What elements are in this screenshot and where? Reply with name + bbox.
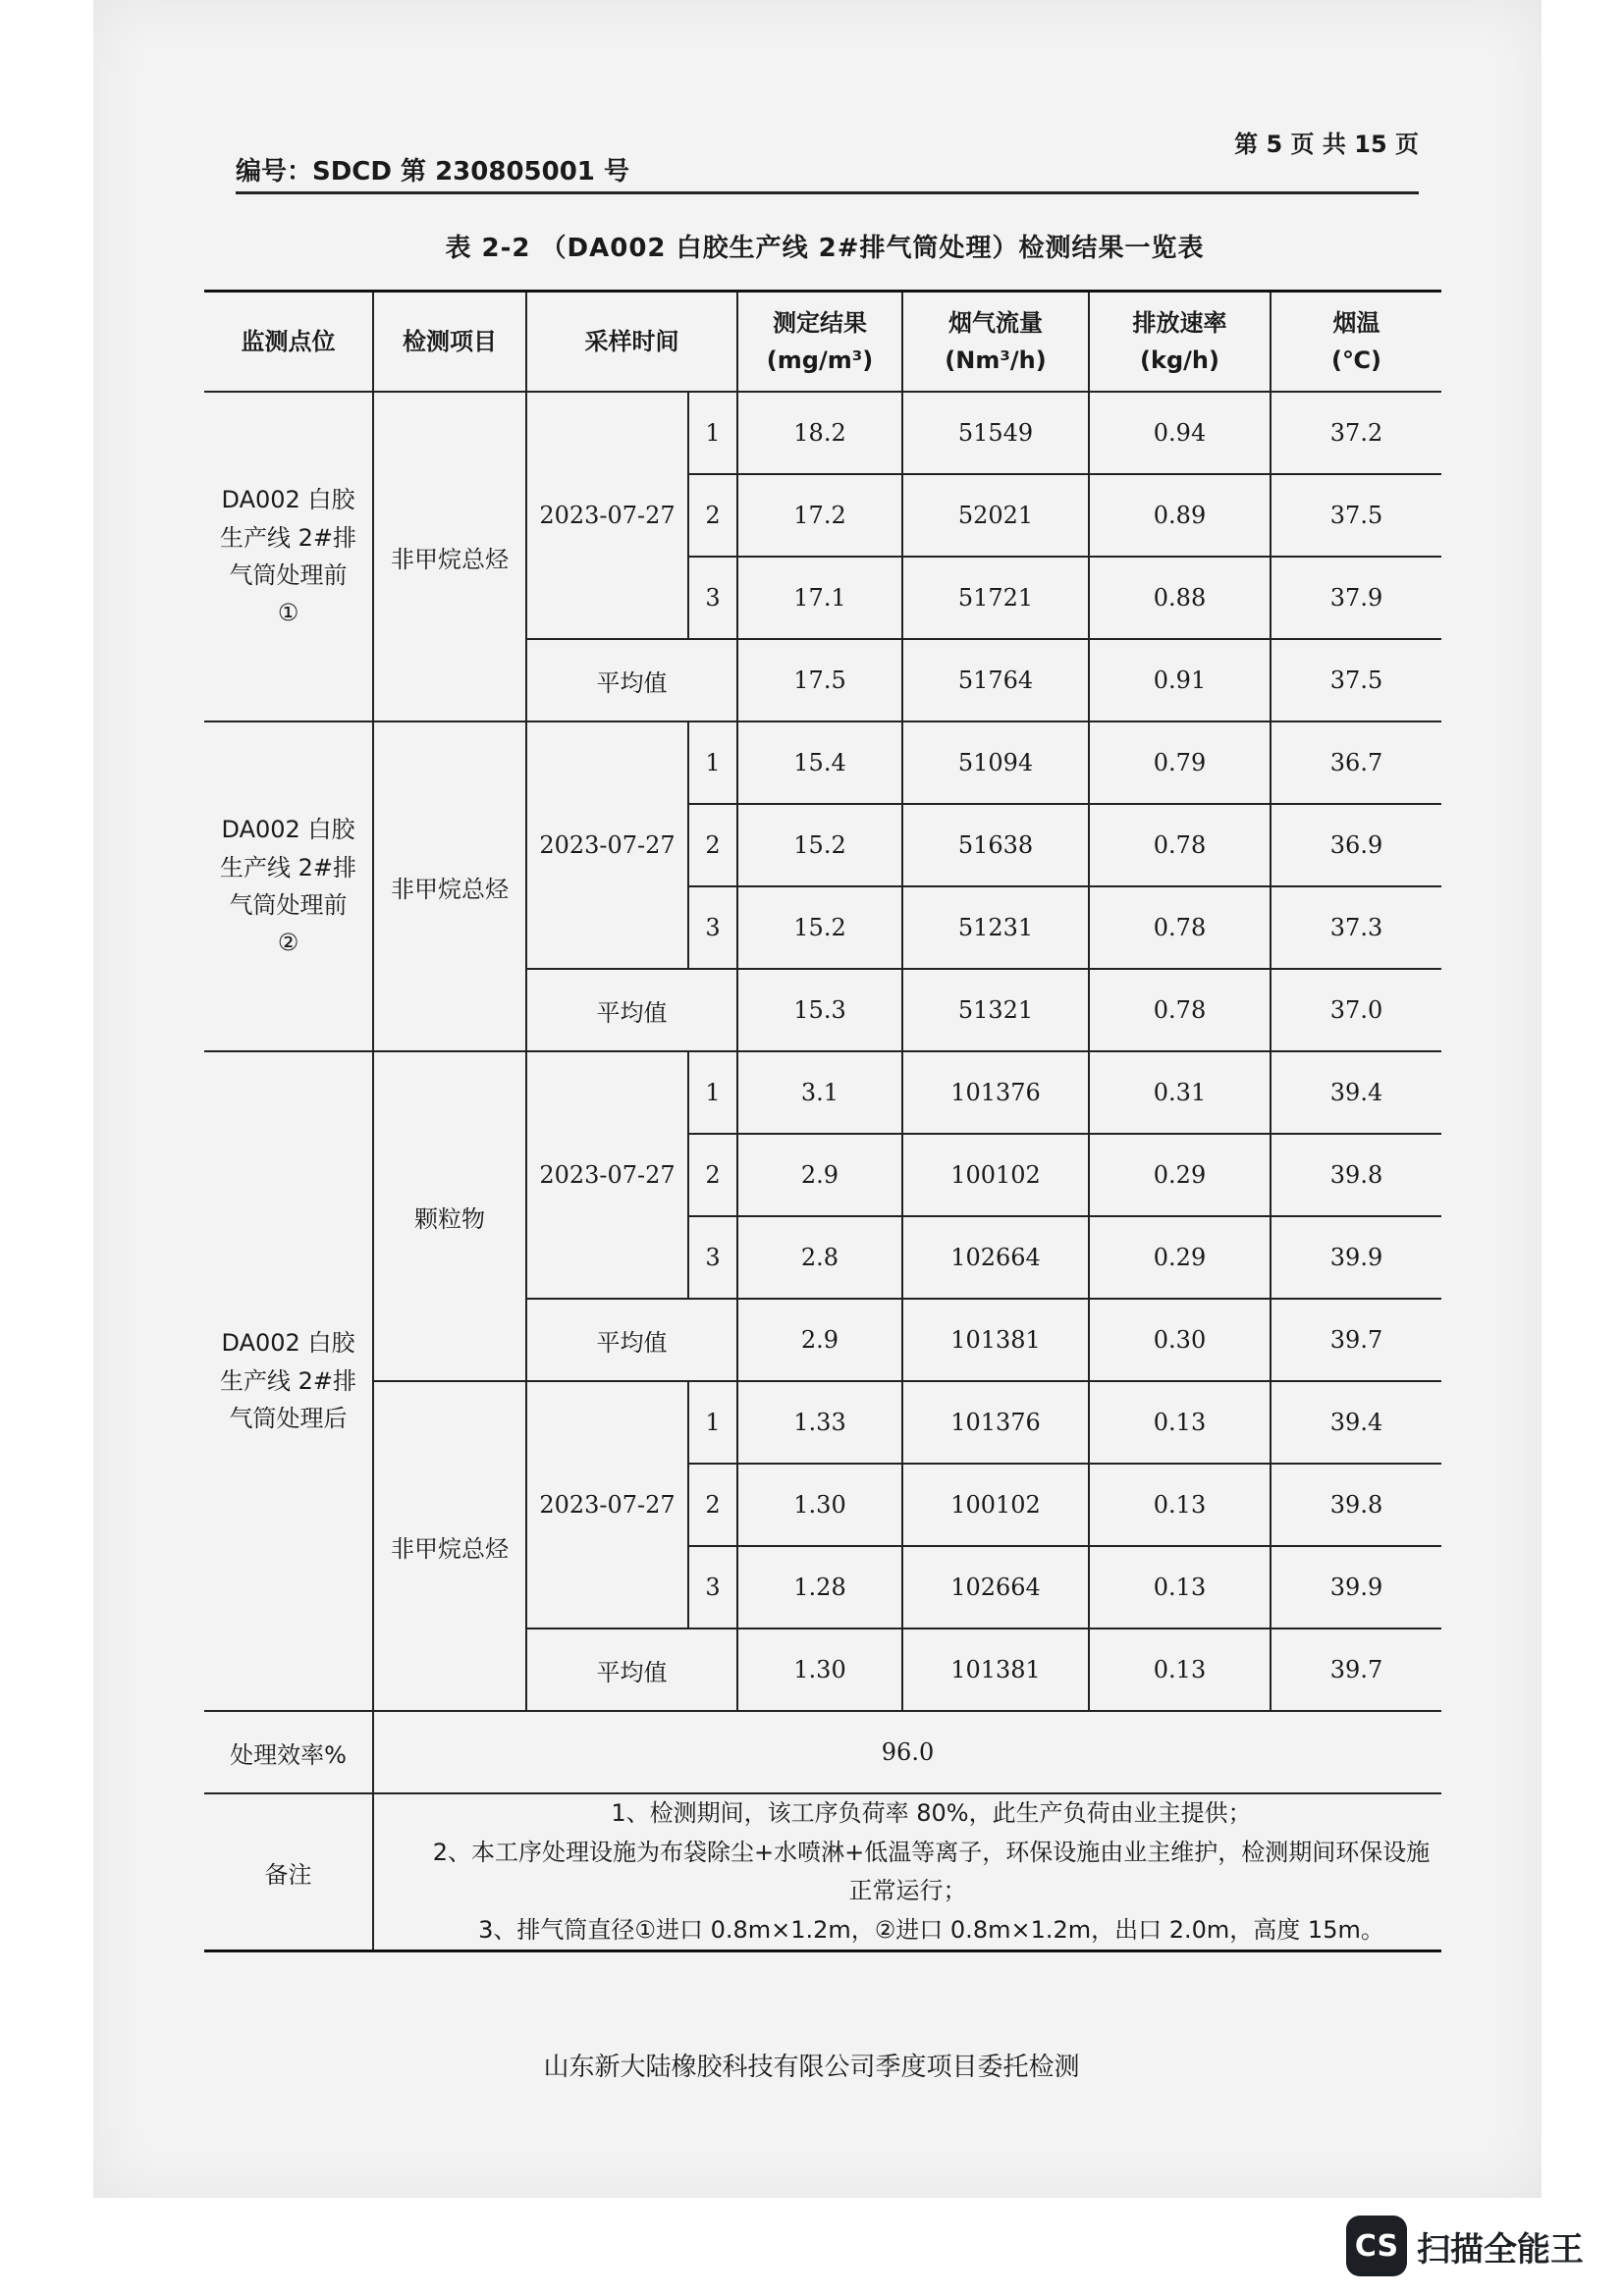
rate-cell: 0.29 (1089, 1216, 1271, 1299)
site-cell: DA002 白胶 生产线 2#排 气筒处理前 ① (204, 392, 373, 721)
rate-cell: 0.91 (1089, 639, 1271, 721)
temp-cell: 37.5 (1271, 639, 1441, 721)
temp-cell: 39.8 (1271, 1464, 1441, 1546)
rate-cell: 0.89 (1089, 474, 1271, 557)
rate-cell: 0.13 (1089, 1381, 1271, 1464)
rate-cell: 0.13 (1089, 1464, 1271, 1546)
result-cell: 18.2 (737, 392, 902, 474)
flow-cell: 51094 (902, 721, 1089, 804)
temp-cell: 39.7 (1271, 1299, 1441, 1381)
rate-cell: 0.13 (1089, 1546, 1271, 1629)
col-header-rate: 排放速率 (kg/h) (1089, 292, 1271, 393)
rate-cell: 0.29 (1089, 1134, 1271, 1216)
result-cell: 17.2 (737, 474, 902, 557)
col-header-flow: 烟气流量 (Nm³/h) (902, 292, 1089, 393)
date-cell: 2023-07-27 (526, 721, 688, 969)
temp-cell: 37.9 (1271, 557, 1441, 639)
temp-cell: 36.9 (1271, 804, 1441, 886)
rate-cell: 0.79 (1089, 721, 1271, 804)
scanner-watermark (1346, 2216, 1584, 2276)
seq-cell: 1 (688, 721, 737, 804)
result-cell: 17.1 (737, 557, 902, 639)
average-label: 平均值 (526, 1299, 737, 1381)
flow-cell: 102664 (902, 1216, 1089, 1299)
col-header-site: 监测点位 (204, 292, 373, 393)
rate-cell: 0.13 (1089, 1629, 1271, 1711)
temp-cell: 36.7 (1271, 721, 1441, 804)
result-cell: 15.2 (737, 886, 902, 969)
seq-cell: 2 (688, 474, 737, 557)
table-row (204, 1051, 1441, 1134)
result-cell: 3.1 (737, 1051, 902, 1134)
seq-cell: 3 (688, 557, 737, 639)
result-cell: 1.28 (737, 1546, 902, 1629)
result-cell: 15.4 (737, 721, 902, 804)
seq-cell: 2 (688, 1464, 737, 1546)
temp-cell: 37.3 (1271, 886, 1441, 969)
seq-cell: 1 (688, 1051, 737, 1134)
flow-cell: 51638 (902, 804, 1089, 886)
table-row (204, 1381, 1441, 1464)
item-cell: 颗粒物 (373, 1051, 526, 1381)
temp-cell: 39.8 (1271, 1134, 1441, 1216)
temp-cell: 39.9 (1271, 1216, 1441, 1299)
page-number: 第 5 页 共 15 页 (1234, 131, 1419, 158)
date-cell: 2023-07-27 (526, 1051, 688, 1299)
table-row (204, 721, 1441, 804)
result-cell: 2.9 (737, 1134, 902, 1216)
flow-cell: 100102 (902, 1464, 1089, 1546)
date-cell: 2023-07-27 (526, 1381, 688, 1629)
remarks-body (373, 1793, 1441, 1951)
remarks-row (204, 1793, 1441, 1951)
site-cell: DA002 白胶 生产线 2#排 气筒处理前 ② (204, 721, 373, 1051)
date-cell: 2023-07-27 (526, 392, 688, 639)
result-cell: 2.8 (737, 1216, 902, 1299)
result-cell: 2.9 (737, 1299, 902, 1381)
header-row (204, 292, 1441, 393)
page-footer: 山东新大陆橡胶科技有限公司季度项目委托检测 (543, 2053, 1080, 2082)
remark-line: 1、检测期间，该工序负荷率 80%，此生产负荷由业主提供； (611, 1799, 1252, 1827)
table-title: 表 2-2 （DA002 白胶生产线 2#排气筒处理）检测结果一览表 (445, 234, 1205, 263)
flow-cell: 51721 (902, 557, 1089, 639)
temp-cell: 37.5 (1271, 474, 1441, 557)
efficiency-row (204, 1711, 1441, 1793)
rate-cell: 0.78 (1089, 804, 1271, 886)
results-table (204, 290, 1441, 1952)
remarks-label: 备注 (204, 1793, 373, 1951)
result-cell: 1.33 (737, 1381, 902, 1464)
document-number: 编号：SDCD 第 230805001 号 (236, 157, 629, 187)
rate-cell: 0.78 (1089, 969, 1271, 1051)
watermark-text: 扫描全能王 (1417, 2229, 1584, 2269)
flow-cell: 101376 (902, 1381, 1089, 1464)
result-cell: 15.3 (737, 969, 902, 1051)
flow-cell: 51764 (902, 639, 1089, 721)
seq-cell: 3 (688, 1546, 737, 1629)
temp-cell: 39.4 (1271, 1381, 1441, 1464)
col-header-time: 采样时间 (526, 292, 737, 393)
temp-cell: 39.9 (1271, 1546, 1441, 1629)
flow-cell: 52021 (902, 474, 1089, 557)
page-header (236, 123, 1419, 194)
table-row (204, 392, 1441, 474)
remark-line: 2、本工序处理设施为布袋除尘+水喷淋+低温等离子，环保设施由业主维护，检测期间环保设施正常运行； (432, 1838, 1431, 1905)
average-label: 平均值 (526, 639, 737, 721)
temp-cell: 39.4 (1271, 1051, 1441, 1134)
camscanner-logo-icon: CS (1346, 2216, 1407, 2276)
result-cell: 15.2 (737, 804, 902, 886)
temp-cell: 37.0 (1271, 969, 1441, 1051)
site-cell: DA002 白胶 生产线 2#排 气筒处理后 (204, 1051, 373, 1711)
col-header-result: 测定结果 (mg/m³) (737, 292, 902, 393)
item-cell: 非甲烷总烃 (373, 721, 526, 1051)
rate-cell: 0.88 (1089, 557, 1271, 639)
seq-cell: 2 (688, 1134, 737, 1216)
temp-cell: 37.2 (1271, 392, 1441, 474)
rate-cell: 0.78 (1089, 886, 1271, 969)
average-label: 平均值 (526, 969, 737, 1051)
efficiency-value: 96.0 (373, 1711, 1441, 1793)
seq-cell: 1 (688, 1381, 737, 1464)
rate-cell: 0.30 (1089, 1299, 1271, 1381)
flow-cell: 101381 (902, 1629, 1089, 1711)
flow-cell: 101376 (902, 1051, 1089, 1134)
rate-cell: 0.31 (1089, 1051, 1271, 1134)
flow-cell: 100102 (902, 1134, 1089, 1216)
item-cell: 非甲烷总烃 (373, 1381, 526, 1711)
flow-cell: 51231 (902, 886, 1089, 969)
seq-cell: 3 (688, 1216, 737, 1299)
flow-cell: 51549 (902, 392, 1089, 474)
remark-line: 3、排气筒直径①进口 0.8m×1.2m，②进口 0.8m×1.2m，出口 2.0m，高度 15m。 (478, 1915, 1384, 1944)
flow-cell: 51321 (902, 969, 1089, 1051)
result-cell: 1.30 (737, 1464, 902, 1546)
seq-cell: 1 (688, 392, 737, 474)
seq-cell: 2 (688, 804, 737, 886)
efficiency-label: 处理效率% (204, 1711, 373, 1793)
temp-cell: 39.7 (1271, 1629, 1441, 1711)
result-cell: 17.5 (737, 639, 902, 721)
flow-cell: 101381 (902, 1299, 1089, 1381)
rate-cell: 0.94 (1089, 392, 1271, 474)
result-cell: 1.30 (737, 1629, 902, 1711)
col-header-temp: 烟温 (℃) (1271, 292, 1441, 393)
col-header-item: 检测项目 (373, 292, 526, 393)
item-cell: 非甲烷总烃 (373, 392, 526, 721)
flow-cell: 102664 (902, 1546, 1089, 1629)
seq-cell: 3 (688, 886, 737, 969)
average-label: 平均值 (526, 1629, 737, 1711)
